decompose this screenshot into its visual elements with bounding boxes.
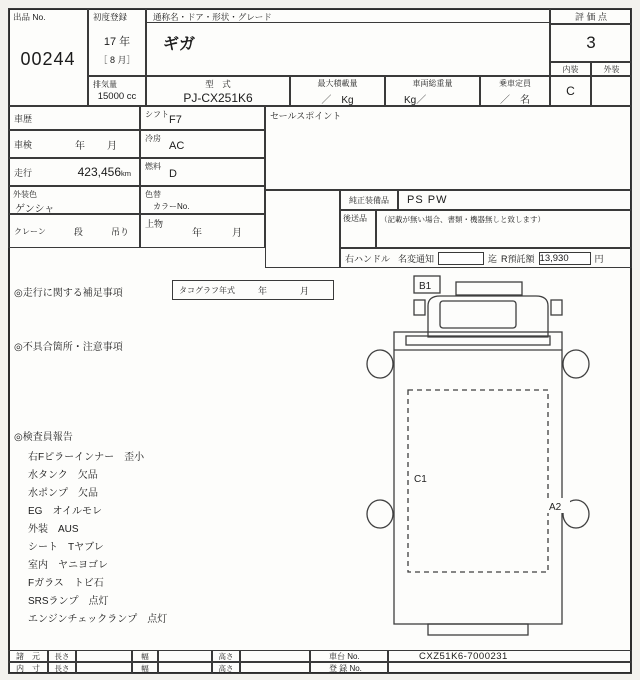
inspector-item: 右Fピラーインナー 歪小	[28, 452, 145, 463]
dimensions-row-label: 諸 元	[8, 650, 48, 662]
inspector-item: EG オイルモレ	[28, 506, 102, 517]
body-equipment-label: 上物	[145, 219, 164, 229]
tachograph-value: 年 月	[257, 285, 321, 296]
displacement-cell	[88, 76, 146, 106]
score-value-cell: 3	[550, 24, 632, 62]
fuel-cell	[140, 158, 265, 186]
first-registration-year: 17 年	[103, 36, 131, 48]
fuel-value: D	[169, 168, 177, 180]
inner-width-value-cell	[158, 662, 212, 674]
width-label: 幅	[132, 650, 158, 662]
body-equipment-value: 年 月	[192, 228, 252, 239]
diagram-front-left-wheel	[367, 350, 393, 378]
later-items-note-cell	[376, 210, 632, 248]
capacity-cell	[480, 76, 550, 106]
exterior-color-label: 外装色	[13, 190, 37, 199]
displacement-value: 15000 cc	[97, 91, 137, 102]
inspector-item: Fガラス トビ石	[28, 578, 104, 589]
history-cell	[8, 106, 140, 130]
color-number-label: カラーNo.	[153, 202, 190, 211]
diagram-bed-floor	[408, 390, 548, 572]
diagram-right-mirror	[551, 300, 562, 315]
inner-width-label: 幅	[132, 662, 158, 674]
diagram-cab-outline	[428, 296, 548, 337]
diagram-b1-label: B1	[419, 281, 432, 292]
model-code-value: PJ-CX251K6	[183, 91, 253, 105]
crane-hoist-label: 吊り	[110, 226, 129, 237]
max-load-cell	[290, 76, 385, 106]
inspector-item: 水ポンプ 欠品	[28, 488, 98, 499]
mileage-note-title: ◎走行に関する補足事項	[14, 288, 123, 299]
inspector-item: シート Tヤブレ	[28, 542, 104, 553]
inspector-report-title: ◎検査員報告	[14, 432, 73, 443]
name-change-label: 名変通知	[398, 253, 435, 264]
sales-point-cell	[265, 106, 632, 190]
mileage-unit: km	[121, 169, 131, 178]
exterior-color-cell	[8, 186, 140, 214]
registration-number-label: 登 録 No.	[310, 662, 388, 674]
diagram-rear-left-wheel	[367, 500, 393, 528]
max-load-label: 最大積載量	[317, 79, 358, 88]
first-registration-label: 初度登録	[93, 12, 128, 22]
lot-number-cell	[8, 8, 88, 106]
max-load-value: ／ Kg	[321, 95, 354, 106]
history-label: 車歴	[14, 113, 33, 124]
shift-label: シフト	[145, 110, 169, 119]
mileage-cell	[8, 158, 140, 186]
inspection-cell	[8, 130, 140, 158]
diagram-a2-label: A2	[549, 502, 562, 513]
inner-dimensions-row-label: 内 寸	[8, 662, 48, 674]
diagram-rear-bumper	[428, 624, 528, 635]
color-change-label: 色替	[145, 190, 161, 199]
height-label: 高さ	[212, 650, 240, 662]
until-label: 迄	[488, 253, 498, 264]
exterior-grade-value	[591, 76, 632, 106]
mileage-label: 走行	[14, 167, 33, 178]
crane-cell	[8, 214, 140, 248]
gross-weight-value: Kg／	[404, 95, 427, 106]
spacer-cell	[265, 190, 340, 268]
inspector-item: エンジンチェックランプ 点灯	[28, 614, 168, 625]
fuel-label: 燃料	[145, 162, 161, 171]
name-change-input-box	[438, 252, 484, 265]
shift-value: F7	[169, 114, 182, 126]
first-registration-cell	[88, 8, 146, 76]
lot-number-label: 出品 No.	[13, 12, 46, 22]
shift-cell	[140, 106, 265, 130]
model-code-label: 型 式	[205, 79, 231, 89]
exterior-color-value: ゲンシャ	[15, 204, 55, 215]
diagram-windshield	[440, 301, 516, 328]
height-value-cell	[240, 650, 310, 662]
gross-weight-cell	[385, 76, 480, 106]
truck-top-view-diagram	[350, 270, 608, 646]
exterior-grade-label: 外装	[591, 62, 632, 76]
inner-length-label: 長さ	[48, 662, 76, 674]
later-items-note: （記載が無い場合、書類・機器無しと致します）	[380, 215, 545, 224]
inspector-item: SRSランプ 点灯	[28, 596, 109, 607]
vehicle-name-value: ギガ	[163, 36, 196, 53]
deposit-unit-label: 円	[594, 253, 604, 264]
inner-height-value-cell	[240, 662, 310, 674]
body-equipment-cell	[140, 214, 265, 248]
tachograph-cell	[172, 280, 334, 300]
inspection-value: 年 月	[75, 140, 123, 152]
steering-label: 右ハンドル	[345, 253, 391, 264]
ac-value: AC	[169, 140, 185, 152]
tachograph-label: タコグラフ年式	[179, 285, 235, 295]
displacement-label: 排気量	[93, 80, 117, 89]
diagram-left-mirror	[414, 300, 425, 315]
inner-height-label: 高さ	[212, 662, 240, 674]
interior-grade-value: C	[550, 76, 591, 106]
mileage-value: 423,456	[77, 165, 121, 179]
steering-deposit-row	[340, 248, 632, 268]
score-label-cell: 評 価 点	[550, 8, 632, 24]
deposit-value-box: 13,930	[539, 252, 591, 265]
model-code-cell	[146, 76, 290, 106]
diagram-front-right-wheel	[563, 350, 589, 378]
defect-title: ◎不具合箇所・注意事項	[14, 342, 123, 353]
chassis-number-label: 車台 No.	[310, 650, 388, 662]
gross-weight-label: 車両総重量	[412, 79, 453, 88]
sales-point-label: セールスポイント	[270, 111, 342, 121]
capacity-label: 乗車定員	[499, 79, 531, 88]
crane-label: クレーン	[14, 226, 46, 236]
interior-grade-label: 内装	[550, 62, 591, 76]
ac-cell	[140, 130, 265, 158]
vehicle-name-header: 通称名・ドア・形状・グレード	[147, 9, 549, 23]
color-change-cell	[140, 186, 265, 214]
inspection-label: 車検	[14, 139, 33, 150]
first-registration-month: ［ 8 月］	[98, 55, 136, 65]
inspector-item: 室内 ヤニヨゴレ	[28, 560, 108, 571]
crane-stage-label: 段	[73, 226, 83, 237]
equipment-label-cell: 純正装備品	[340, 190, 398, 210]
later-items-label: 後送品	[343, 214, 367, 223]
diagram-c1-label: C1	[414, 474, 427, 485]
registration-number-value	[388, 662, 632, 674]
vehicle-name-cell	[146, 8, 550, 76]
ac-label: 冷房	[145, 134, 161, 143]
deposit-label: R預託額	[501, 253, 535, 264]
inner-length-value-cell	[76, 662, 132, 674]
capacity-value: ／ 名	[500, 95, 530, 106]
inspector-item: 水タンク 欠品	[28, 470, 98, 481]
inspector-item: 外装 AUS	[28, 524, 79, 535]
diagram-headboard	[456, 282, 522, 295]
length-value-cell	[76, 650, 132, 662]
chassis-number-value: CXZ51K6-7000231	[388, 650, 632, 662]
equipment-value-cell: PS PW	[398, 190, 632, 210]
width-value-cell	[158, 650, 212, 662]
length-label: 長さ	[48, 650, 76, 662]
lot-number-value: 00244	[20, 49, 76, 69]
later-items-label-cell	[340, 210, 376, 248]
